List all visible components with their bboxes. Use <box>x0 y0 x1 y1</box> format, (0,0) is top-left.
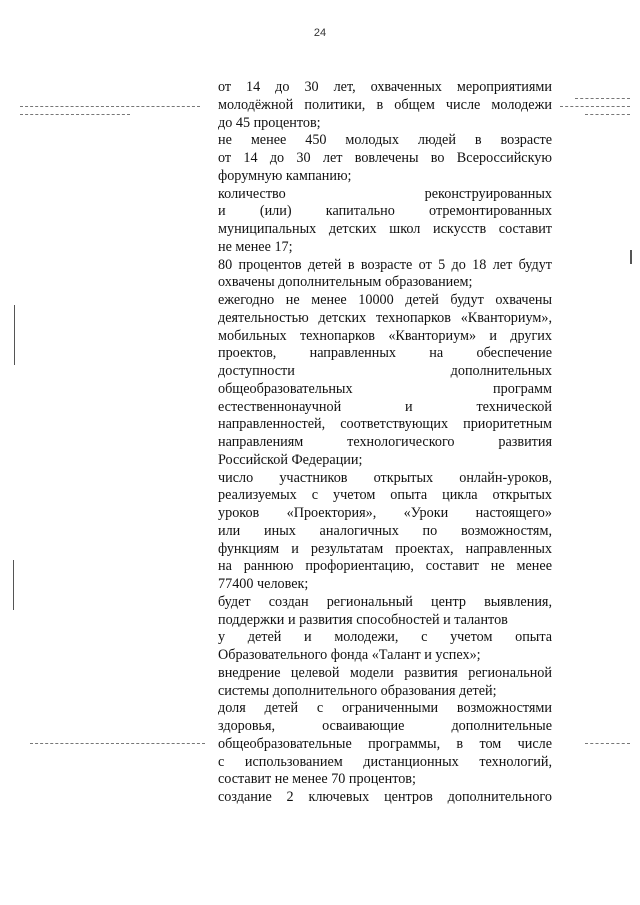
text-line: системы дополнительного образования детей; <box>218 682 497 699</box>
text-line: количество реконструированных <box>218 185 552 202</box>
text-line: естественнонаучной и технической <box>218 398 552 415</box>
text-line: не менее 17; <box>218 238 293 255</box>
scan-dash-right-1 <box>575 98 630 99</box>
text-line: и (или) капитально отремонтированных <box>218 203 552 220</box>
text-line: охвачены дополнительным образованием; <box>218 274 473 291</box>
scan-dash-right-2 <box>560 106 630 107</box>
text-line: реализуемых с учетом опыта цикла открытых <box>218 487 552 504</box>
text-line: Российской Федерации; <box>218 451 363 468</box>
text-line: направлениям технологического развития <box>218 434 552 450</box>
scan-edge-mark-left-2 <box>13 560 14 610</box>
text-line: создание 2 ключевых центров дополнительного <box>218 789 552 805</box>
text-line: муниципальных детских школ искусств составит <box>218 221 552 237</box>
text-column <box>218 79 552 807</box>
scan-dash-right-4 <box>585 743 630 744</box>
text-line: Образовательного фонда «Талант и успех»; <box>218 647 481 663</box>
scan-dash-right-3 <box>585 114 630 115</box>
scan-dash-left-2 <box>20 114 130 115</box>
scan-edge-mark-left <box>14 305 15 365</box>
text-line: здоровья, осваивающие дополнительные <box>218 718 552 734</box>
text-line: у детей и молодежи, с учетом опыта <box>218 629 552 646</box>
text-line: проектов, направленных на обеспечение <box>218 345 552 362</box>
text-line: деятельностью детских технопарков «Кванториум», <box>218 309 552 326</box>
scan-dash-left-1 <box>20 106 200 107</box>
text-line: от 14 до 30 лет вовлечены во Всероссийскую <box>218 150 552 166</box>
text-line: 80 процентов детей в возрасте от 5 до 18 лет будут <box>218 256 552 273</box>
text-line: доступности дополнительных <box>218 363 552 379</box>
page-number: 24 <box>313 27 327 39</box>
text-line: составит не менее 70 процентов; <box>218 771 416 788</box>
text-line: будет создан региональный центр выявления, <box>218 593 552 610</box>
text-line: поддержки и развития способностей и талантов <box>218 611 508 628</box>
text-line: уроков «Проектория», «Уроки настоящего» <box>218 505 552 521</box>
text-line: число участников открытых онлайн-уроков, <box>218 469 552 486</box>
text-line: до 45 процентов; <box>218 114 321 131</box>
text-line: мобильных технопарков «Кванториум» и других <box>218 327 552 344</box>
text-line: на раннюю профориентацию, составит не менее <box>218 558 552 575</box>
text-line: форумную кампанию; <box>218 167 352 184</box>
scan-edge-mark-top <box>630 250 632 264</box>
text-line: молодёжной политики, в общем числе молодежи <box>218 96 552 113</box>
text-line: с использованием дистанционных технологий, <box>218 753 552 770</box>
text-line: функциям и результатам проектах, направленных <box>218 540 552 557</box>
text-line: или иных аналогичных по возможностям, <box>218 522 552 539</box>
text-line: общеобразовательных программ <box>218 380 552 397</box>
text-line: общеобразовательные программы, в том числе <box>218 735 552 752</box>
text-line: внедрение целевой модели развития региональной <box>218 664 552 681</box>
scan-dash-left-3 <box>30 743 205 744</box>
text-line: от 14 до 30 лет, охваченных мероприятиями <box>218 79 552 95</box>
text-line: доля детей с ограниченными возможностями <box>218 700 552 717</box>
text-line: 77400 человек; <box>218 576 309 592</box>
text-line: направленностей, соответствующих приоритетным <box>218 416 552 433</box>
text-line: не менее 450 молодых людей в возрасте <box>218 132 552 149</box>
text-line: ежегодно не менее 10000 детей будут охвачены <box>218 292 552 308</box>
